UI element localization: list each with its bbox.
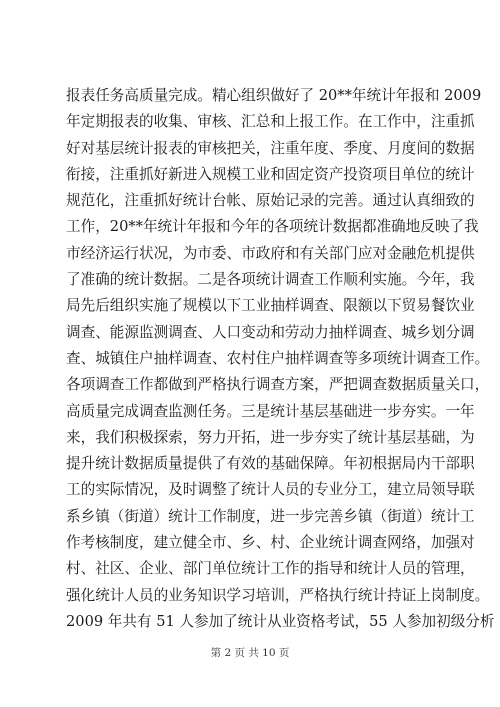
text-line-2: 年定期报表的收集、审核、汇总和上报工作。在工作中，注重抓 bbox=[66, 113, 475, 131]
page-footer bbox=[0, 646, 500, 660]
text-line-8: 了准确的统计数据。二是各项统计调查工作顺利实施。今年，我 bbox=[66, 271, 475, 289]
text-line-16: 工的实际情况，及时调整了统计人员的专业分工，建立局领导联 bbox=[66, 481, 475, 499]
text-line-20: 强化统计人员的业务知识学习培训，严格执行统计持证上岗制度。 bbox=[66, 586, 490, 604]
text-line-14: 来，我们积极探索，努力开拓，进一步夯实了统计基层基础，为 bbox=[66, 428, 475, 446]
text-line-15: 提升统计数据质量提供了有效的基础保障。年初根据局内干部职 bbox=[66, 455, 475, 473]
text-line-10: 调查、能源监测调查、人口变动和劳动力抽样调查、城乡划分调 bbox=[66, 323, 475, 341]
page-number-label: 第 2 页 共 10 页 bbox=[210, 647, 290, 659]
text-line-13: 高质量完成调查监测任务。三是统计基层基础进一步夯实。一年 bbox=[66, 402, 475, 420]
text-line-3: 好对基层统计报表的审核把关，注重年度、季度、月度间的数据 bbox=[66, 139, 475, 157]
body-text bbox=[66, 83, 495, 635]
text-line-6: 工作，20**年统计年报和今年的各项统计数据都准确地反映了我 bbox=[66, 218, 479, 236]
text-line-11: 查、城镇住户抽样调查、农村住户抽样调查等多项统计调查工作。 bbox=[66, 349, 490, 367]
text-line-19: 村、社区、企业、部门单位统计工作的指导和统计人员的管理， bbox=[66, 560, 475, 578]
text-line-5: 规范化，注重抓好统计台帐、原始记录的完善。通过认真细致的 bbox=[66, 192, 475, 210]
text-line-12: 各项调查工作都做到严格执行调查方案，严把调查数据质量关口， bbox=[66, 376, 490, 394]
text-line-9: 局先后组织实施了规模以下工业抽样调查、限额以下贸易餐饮业 bbox=[66, 297, 475, 315]
text-line-18: 作考核制度，建立健全市、乡、村、企业统计调查网络，加强对 bbox=[66, 534, 475, 552]
text-line-4: 衔接，注重抓好新进入规模工业和固定资产投资项目单位的统计 bbox=[66, 165, 475, 183]
text-line-21: 2009 年共有 51 人参加了统计从业资格考试，55 人参加初级分析 bbox=[66, 612, 495, 630]
text-line-7: 市经济运行状况，为市委、市政府和有关部门应对金融危机提供 bbox=[66, 244, 475, 262]
text-line-1: 报表任务高质量完成。精心组织做好了 20**年统计年报和 2009 bbox=[66, 87, 482, 104]
text-line-17: 系乡镇（街道）统计工作制度，进一步完善乡镇（街道）统计工 bbox=[66, 507, 475, 525]
